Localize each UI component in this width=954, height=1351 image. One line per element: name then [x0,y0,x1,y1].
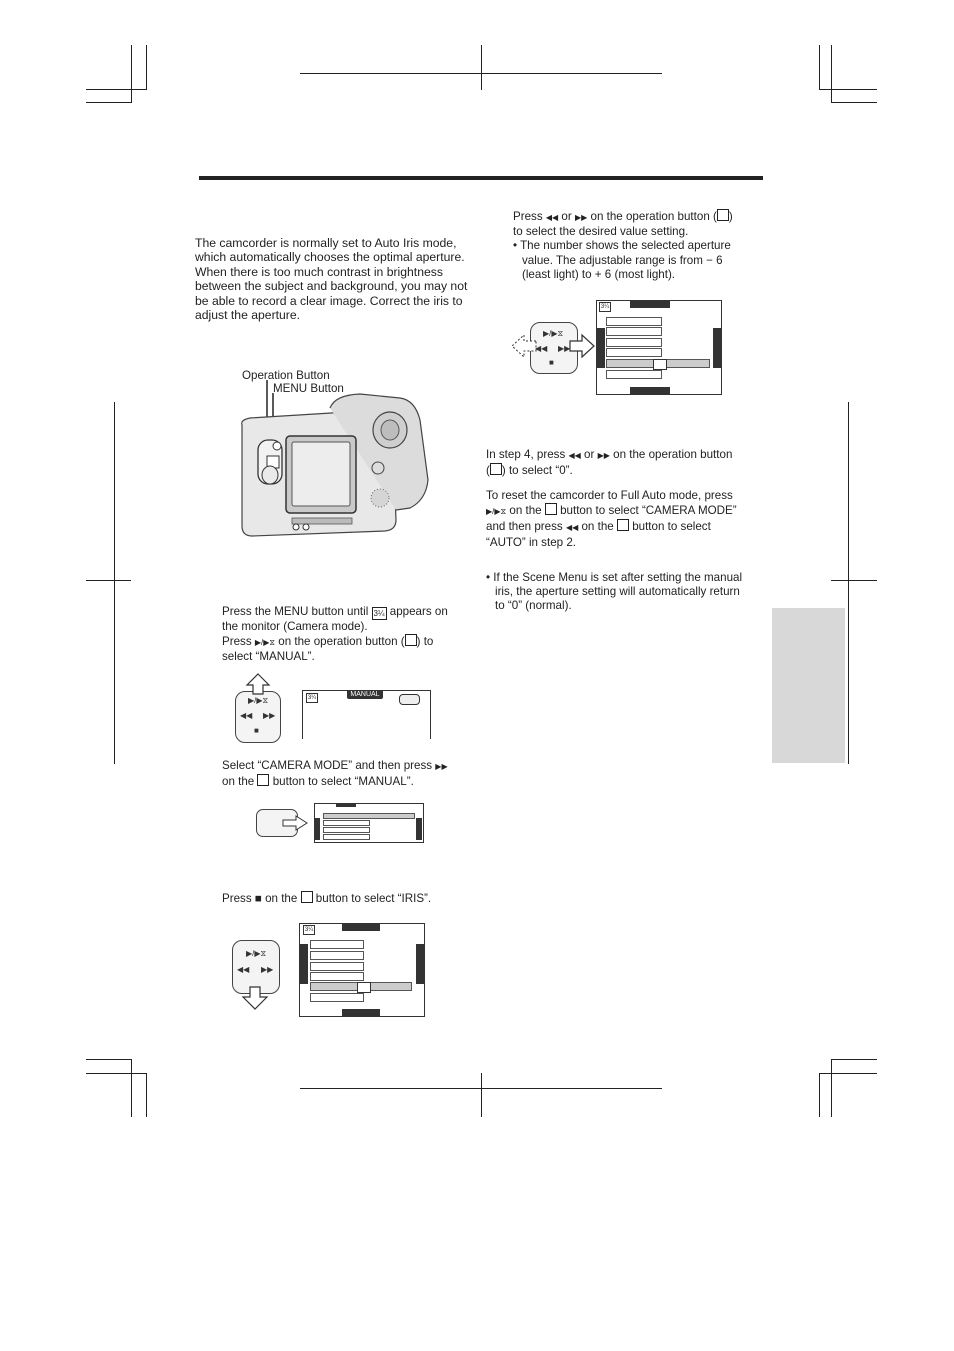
operation-button-icon [301,891,313,903]
lcd-step2-row [323,820,370,826]
lcd-step4-left-bar [596,328,605,368]
lcd-manual-tag: MANUAL [347,690,383,699]
lcd-step4-top-bar [630,300,670,308]
header-rule [199,176,763,180]
rew-icon: ◀◀ [545,213,559,222]
ff-icon: ▶▶ [263,711,276,720]
lcd-step3-row [310,972,364,981]
lcd-step2-left-bar [314,818,320,840]
play-icon: ▶/▶⧖ [248,696,269,705]
lcd-camera-icon: 3¼ [600,304,610,310]
rew-icon: ◀◀ [237,965,250,974]
lcd-step4-right-bar [713,328,722,368]
lcd-step3-right-bar [416,944,425,984]
lcd-battery-icon [399,694,420,705]
lcd-step3-bottom-bar [342,1009,380,1017]
step3-text: Press ■ on the button to select “IRIS”. [222,892,432,905]
lcd-step4-bottom-bar [630,387,670,395]
play-icon: ▶/▶⧖ [543,329,564,338]
ff-icon: ▶▶ [435,762,448,771]
lcd-step3-row [310,951,364,960]
lcd-step4-row [606,327,662,336]
lcd-step2-right-bar [416,818,422,840]
lcd-step3-top-bar [342,923,380,931]
operation-button-icon [617,519,629,531]
camcorder-illustration [230,380,440,540]
lcd-step4-row [606,338,662,347]
step1-text: Press the MENU button until 3¼ appears on the monitor (Camera mode). Press ▶/▶⧖ on the operation button ( ) to select “MANUAL”. [222,605,448,664]
intro-text: The camcorder is normally set to Auto Iris mode, which automatically chooses the optimal aperture. When there is too much contrast in brightness between the subject and background, you may not be able to record a clear image. Correct the iris to adjust the aperture. [195,236,468,323]
side-tab [772,608,845,763]
play-icon: ▶/▶⧖ [246,949,267,958]
menu-button-label: MENU Button [273,382,344,395]
lcd-step2-row [323,813,415,819]
lcd-step2-top-bar [336,803,356,807]
lcd-step3-row [310,940,364,949]
right-arrow-icon [569,334,595,358]
operation-button-icon [405,634,417,646]
ff-icon: ▶▶ [597,451,610,460]
operation-button-label: Operation Button [242,369,330,382]
lcd-camera-icon: 3¼ [304,927,314,933]
rew-icon: ◀◀ [240,711,253,720]
right-arrow-icon [282,815,308,831]
ff-icon: ▶▶ [574,213,588,222]
lcd-step3-row [310,993,364,1002]
lcd-step3-left-bar [299,944,308,984]
rew-icon: ◀◀ [565,523,579,533]
step2-text: Select “CAMERA MODE” and then press ▶▶ on the button to select “MANUAL”. [222,759,448,789]
lcd-step3-row [310,962,364,971]
up-arrow-icon [246,673,270,695]
lcd-step4-row [606,370,662,379]
operation-button-icon [717,209,729,221]
step4-text: Press ◀◀ or ▶▶ on the operation button ( ) to select the desired value setting. • The number shows the selected aperture value. The adjustable range is from − 6 (least light) to + 6 (most light). [513,210,733,281]
lcd-step2-row [323,827,370,833]
note-text: • If the Scene Menu is set after setting the manual iris, the aperture setting will automatically return to “0” (normal). [486,571,743,613]
lcd-step4-row [606,317,662,326]
operation-button-icon [257,774,269,786]
reset-text: In step 4, press ◀◀ or ▶▶ on the operation button ( ) to select “0”. [486,448,733,478]
lcd-camera-icon: 3¼ [307,695,317,701]
down-arrow-icon [242,986,268,1010]
operation-button-icon [545,503,557,515]
play-icon: ▶/▶⧖ [486,507,507,517]
rew-icon: ◀◀ [568,451,581,460]
left-arrow-dotted-icon [511,334,537,358]
lcd-step3-value-box [357,982,371,993]
camera-mode-icon: 3¼ [373,609,385,618]
play-icon: ▶/▶⧖ [254,638,276,648]
lcd-step4-value-box [653,359,667,370]
stop-icon: ■ [549,358,554,367]
ff-icon: ▶▶ [558,344,571,353]
full-auto-text: To reset the camcorder to Full Auto mode, press ▶/▶⧖ on the button to select “CAMERA MODE” and then press ◀◀ on the button to select “AUTO” in step 2. [486,489,737,549]
stop-icon: ■ [254,726,259,735]
rew-icon: ◀◀ [535,344,548,353]
lcd-step4-row [606,348,662,357]
ff-icon: ▶▶ [261,965,274,974]
operation-button-icon [490,463,502,475]
lcd-step2-row [323,834,370,840]
